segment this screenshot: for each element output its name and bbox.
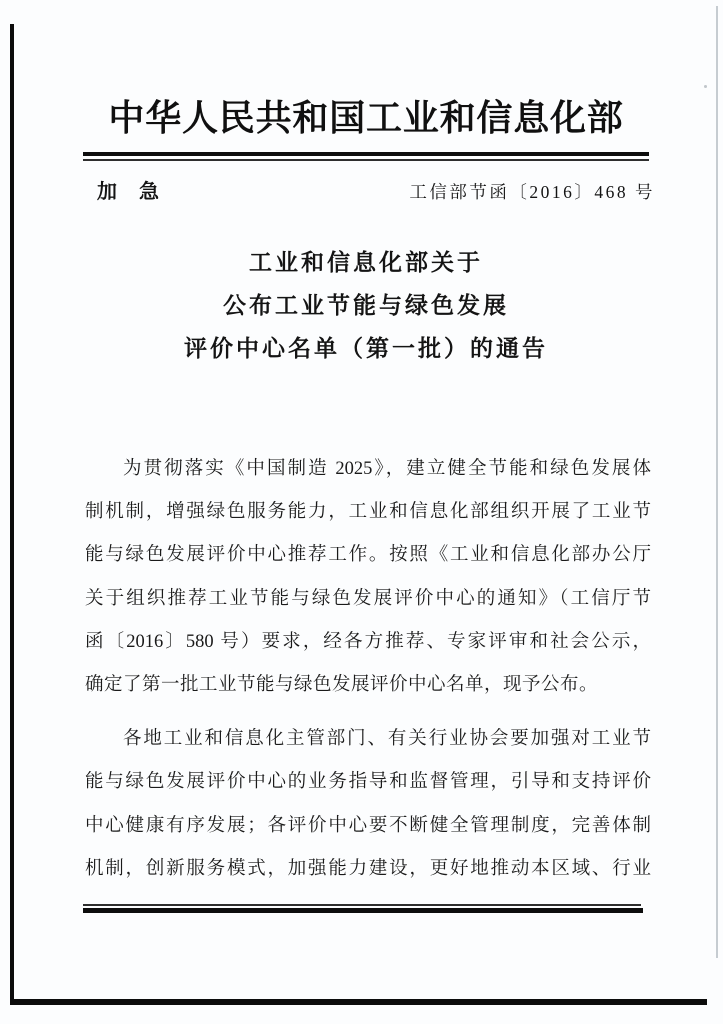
document-title-line: 工业和信息化部关于 [249, 250, 483, 275]
body-line: 能与绿色发展评价中心的业务指导和监督管理，引导和支持评价 [85, 772, 651, 793]
body-paragraph [85, 448, 651, 707]
document-title [83, 241, 649, 370]
masthead-rule-thin [83, 159, 649, 161]
body-line: 制机制，增强绿色服务能力，工业和信息化部组织开展了工业节 [85, 502, 651, 523]
document-number: 工信部节函〔2016〕468 号 [409, 182, 655, 202]
document-title-line: 评价中心名单（第一批）的通告 [184, 336, 548, 361]
body-line: 能与绿色发展评价中心推荐工作。按照《工业和信息化部办公厅 [85, 545, 651, 566]
document-body [85, 448, 651, 891]
scan-bottom-edge-line [10, 999, 707, 1005]
footer-rule-thick [83, 908, 643, 913]
document-title-line: 公布工业节能与绿色发展 [223, 293, 509, 318]
body-line: 确定了第一批工业节能与绿色发展评价中心名单，现予公布。 [85, 675, 599, 696]
body-line: 函〔2016〕580 号）要求，经各方推荐、专家评审和社会公示， [85, 631, 651, 652]
body-line: 机制，创新服务模式，加强能力建设，更好地推动本区域、行业 [85, 858, 651, 879]
body-paragraph [85, 718, 651, 891]
body-line: 中心健康有序发展；各评价中心要不断健全管理制度，完善体制 [85, 815, 651, 836]
body-line: 关于组织推荐工业节能与绿色发展评价中心的通知》（工信厅节 [85, 588, 651, 609]
body-line: 各地工业和信息化主管部门、有关行业协会要加强对工业节 [123, 729, 651, 750]
scan-speck [704, 85, 707, 88]
ministry-letterhead-title: 中华人民共和国工业和信息化部 [108, 98, 624, 138]
footer-rule-thin [83, 904, 641, 906]
scan-right-edge-line [716, 6, 718, 958]
body-line: 为贯彻落实《中国制造 2025》，建立健全节能和绿色发展体 [123, 459, 651, 479]
masthead-rule-thick [83, 152, 649, 156]
scan-left-edge-line [10, 24, 14, 1002]
document-meta-row [83, 175, 655, 204]
urgency-label: 加 急 [97, 181, 160, 203]
